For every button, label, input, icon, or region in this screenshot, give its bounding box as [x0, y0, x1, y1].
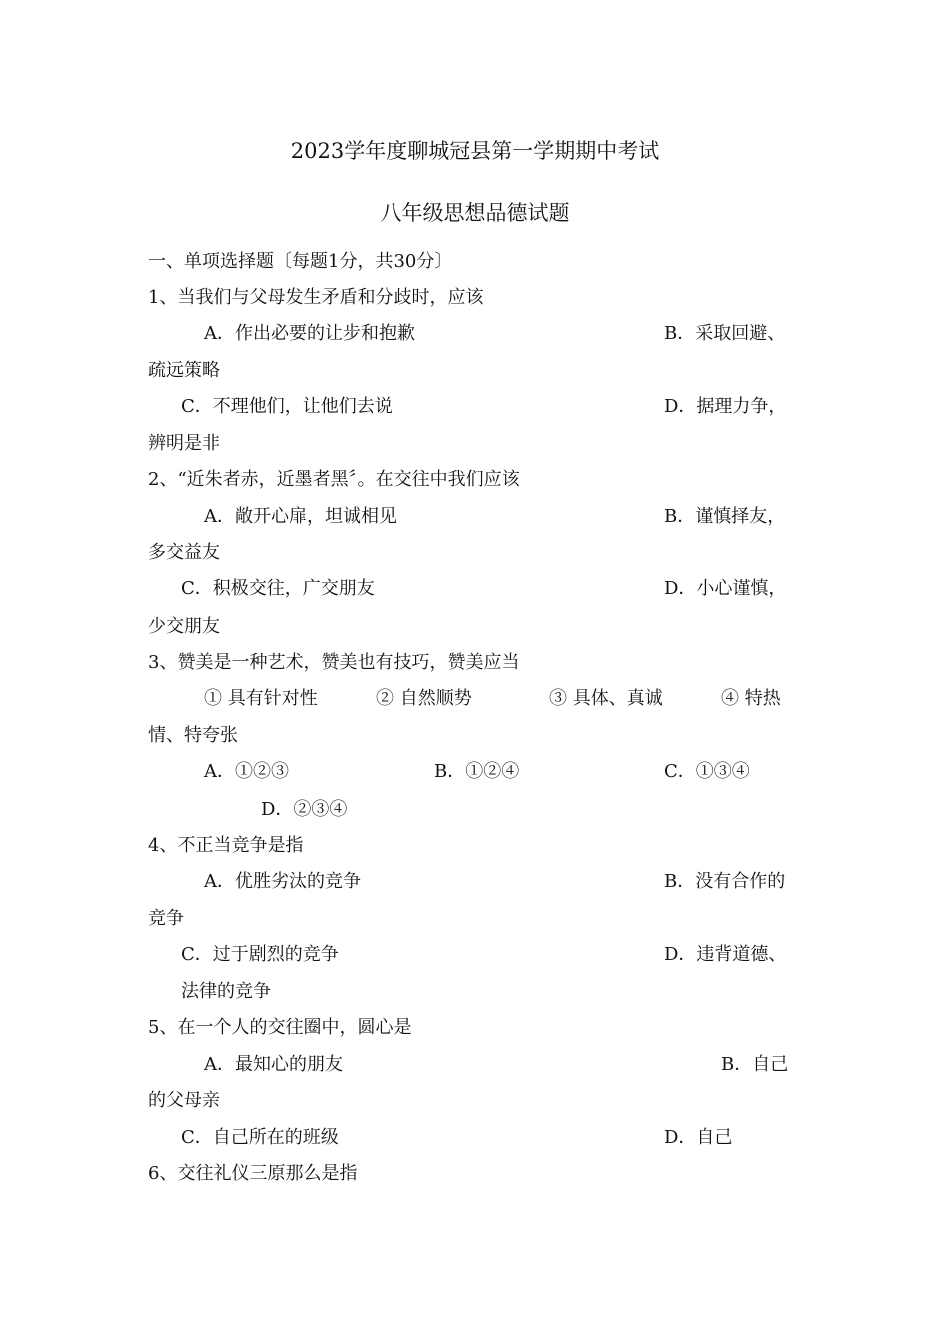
question-1-stem: 1、当我们与父母发生矛盾和分歧时，应该: [148, 287, 484, 308]
question-4-option-d: D．违背道德、: [664, 944, 787, 965]
question-1-option-b: B．采取回避、: [664, 323, 786, 344]
question-5-option-b: B．自己: [721, 1054, 789, 1075]
question-5-stem: 5、在一个人的交往圈中，圆心是: [148, 1017, 412, 1038]
question-3-statement-4: ④ 特热: [721, 688, 781, 709]
question-4-option-d-continued: 法律的竞争: [181, 981, 271, 1002]
question-5-option-c: C．自己所在的班级: [181, 1127, 339, 1148]
question-3-option-d: D．②③④: [261, 799, 348, 820]
question-5-option-d: D．自己: [664, 1127, 733, 1148]
question-3-option-a: A．①②③: [204, 761, 289, 782]
question-3-statement-2: ② 自然顺势: [376, 688, 472, 709]
question-1-option-b-continued: 疏远策略: [148, 360, 220, 381]
question-2-option-b: B．谨慎择友，: [664, 506, 786, 527]
exam-title: 2023学年度聊城冠县第一学期期中考试: [290, 139, 660, 163]
question-1-option-c: C．不理他们，让他们去说: [181, 396, 393, 417]
question-5-option-a: A．最知心的朋友: [204, 1054, 343, 1075]
question-3-statement-3: ③ 具体、真诚: [549, 688, 663, 709]
question-2-option-d: D．小心谨慎，: [664, 578, 787, 599]
question-4-option-b-continued: 竞争: [148, 908, 184, 929]
question-3-statement-1: ① 具有针对性: [204, 688, 318, 709]
question-3-option-c: C．①③④: [664, 761, 750, 782]
section-heading: 一、单项选择题〔每题1分，共30分〕: [148, 251, 453, 272]
exam-subtitle: 八年级思想品德试题: [380, 201, 570, 225]
question-1-option-a: A．作出必要的让步和抱歉: [204, 323, 415, 344]
question-4-option-a: A．优胜劣汰的竞争: [204, 871, 361, 892]
question-4-option-b: B．没有合作的: [664, 871, 786, 892]
question-4-option-c: C．过于剧烈的竞争: [181, 944, 339, 965]
question-2-option-c: C．积极交往，广交朋友: [181, 578, 375, 599]
question-5-option-b-continued: 的父母亲: [148, 1090, 220, 1111]
question-1-option-d: D．据理力争，: [664, 396, 787, 417]
question-2-option-a: A．敞开心扉，坦诚相见: [204, 506, 397, 527]
question-1-option-d-continued: 辨明是非: [148, 433, 220, 454]
question-3-statement-4-continued: 情、特夸张: [148, 725, 238, 746]
question-2-option-d-continued: 少交朋友: [148, 616, 220, 637]
question-3-stem: 3、赞美是一种艺术，赞美也有技巧，赞美应当: [148, 652, 520, 673]
question-6-stem: 6、交往礼仪三原那么是指: [148, 1163, 358, 1184]
question-2-option-b-continued: 多交益友: [148, 542, 220, 563]
question-3-option-b: B．①②④: [434, 761, 520, 782]
question-4-stem: 4、不正当竞争是指: [148, 835, 304, 856]
question-2-stem: 2、“近朱者赤，近墨者黑〞。在交往中我们应该: [148, 469, 520, 490]
